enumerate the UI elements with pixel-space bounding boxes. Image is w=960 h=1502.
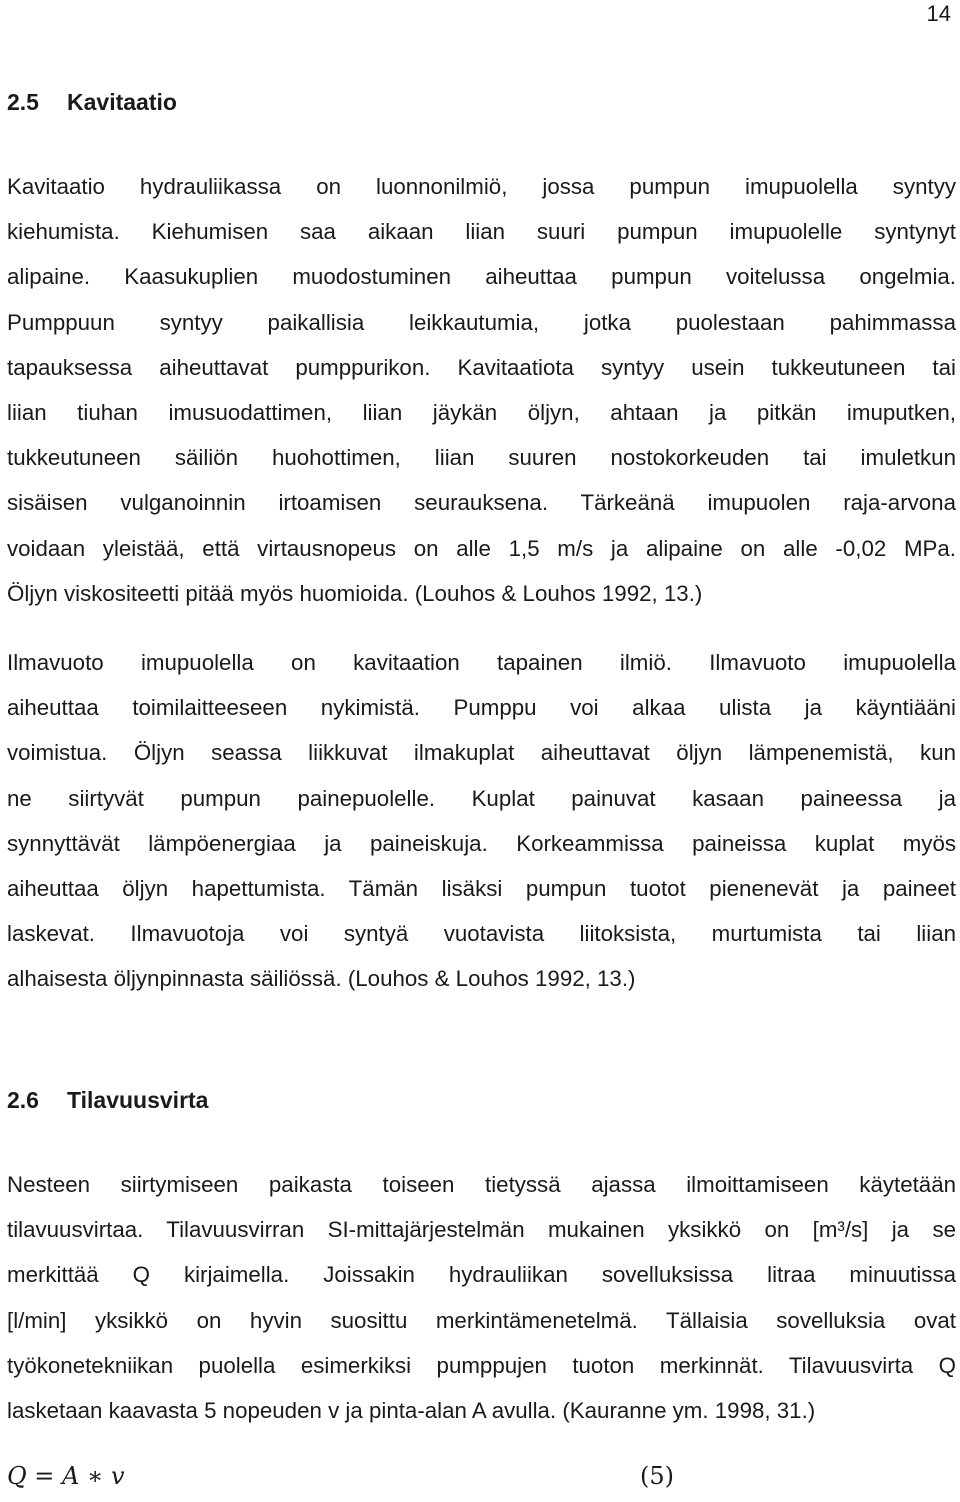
text-line: Öljyn viskositeetti pitää myös huomioida. (Louhos & Louhos 1992, 13.) xyxy=(7,580,703,606)
section-title: Tilavuusvirta xyxy=(67,1087,209,1113)
text-line: aiheuttaa öljyn hapettumista. Tämän lisäksi pumpun tuotot pienenevät ja paineet xyxy=(7,876,956,902)
text-line: voimistua. Öljyn seassa liikkuvat ilmakuplat aiheuttavat öljyn lämpenemistä, kun xyxy=(7,740,956,766)
text-line: lasketaan kaavasta 5 nopeuden v ja pinta-alan A avulla. (Kauranne ym. 1998, 31.) xyxy=(7,1398,816,1424)
section-title: Kavitaatio xyxy=(67,89,177,115)
section-number: 2.5 xyxy=(7,89,39,115)
section-heading-tilavuusvirta xyxy=(7,1085,208,1115)
text-line: tapauksessa aiheuttavat pumppurikon. Kavitaatiota syntyy usein tukkeutuneen tai xyxy=(7,354,956,380)
equation-number: (5) xyxy=(640,1462,674,1490)
paragraph-kavitaatio-1 xyxy=(7,164,956,616)
text-line: [l/min] yksikkö on hyvin suosittu merkintämenetelmä. Tällaisia sovelluksia ovat xyxy=(7,1307,956,1333)
text-line: alhaisesta öljynpinnasta säiliössä. (Louhos & Louhos 1992, 13.) xyxy=(7,966,636,992)
text-line: alipaine. Kaasukuplien muodostuminen aiheuttaa pumpun voitelussa ongelmia. xyxy=(7,264,956,290)
text-line: voidaan yleistää, että virtausnopeus on alle 1,5 m/s ja alipaine on alle -0,02 MPa. xyxy=(7,535,956,561)
text-line: Ilmavuoto imupuolella on kavitaation tapainen ilmiö. Ilmavuoto imupuolella xyxy=(7,650,956,675)
text-line: laskevat. Ilmavuotoja voi syntyä vuotavista liitoksista, murtumista tai liian xyxy=(7,921,956,947)
text-line: tukkeutuneen säiliön huohottimen, liian suuren nostokorkeuden tai imuletkun xyxy=(7,445,956,471)
paragraph-kavitaatio-2 xyxy=(7,640,956,1002)
paragraph-tilavuusvirta-1 xyxy=(7,1162,956,1433)
text-line: aiheuttaa toimilaitteeseen nykimistä. Pumppu voi alkaa ulista ja käyntiääni xyxy=(7,695,956,721)
text-line: Nesteen siirtymiseen paikasta toiseen tietyssä ajassa ilmoittamiseen käytetään xyxy=(7,1172,956,1197)
section-number: 2.6 xyxy=(7,1087,39,1113)
text-line: kiehumista. Kiehumisen saa aikaan liian suuri pumpun imupuolelle syntynyt xyxy=(7,219,956,245)
text-line: tilavuusvirtaa. Tilavuusvirran SI-mittajärjestelmän mukainen yksikkö on [m³/s] ja se xyxy=(7,1217,956,1243)
text-line: Pumppuun syntyy paikallisia leikkautumia, jotka puolestaan pahimmassa xyxy=(7,309,956,335)
text-line: merkittää Q kirjaimella. Joissakin hydrauliikan sovelluksissa litraa minuutissa xyxy=(7,1262,956,1288)
text-line: sisäisen vulganoinnin irtoamisen seurauksena. Tärkeänä imupuolen raja-arvona xyxy=(7,490,956,516)
text-line: synnyttävät lämpöenergiaa ja paineiskuja. Korkeammissa paineissa kuplat myös xyxy=(7,830,956,856)
text-line: ne siirtyvät pumpun painepuolelle. Kuplat painuvat kasaan paineessa ja xyxy=(7,785,956,811)
page-number: 14 xyxy=(926,1,951,26)
text-line: Kavitaatio hydrauliikassa on luonnonilmiö, jossa pumpun imupuolella syntyy xyxy=(7,174,956,199)
section-heading-kavitaatio xyxy=(7,87,177,117)
equation-formula: Q = A ∗ v xyxy=(7,1462,125,1490)
equation-block xyxy=(7,1462,956,1498)
text-line: liian tiuhan imusuodattimen, liian jäykän öljyn, ahtaan ja pitkän imuputken, xyxy=(7,400,956,426)
text-line: työkonetekniikan puolella esimerkiksi pumppujen tuoton merkinnät. Tilavuusvirta Q xyxy=(7,1352,956,1378)
